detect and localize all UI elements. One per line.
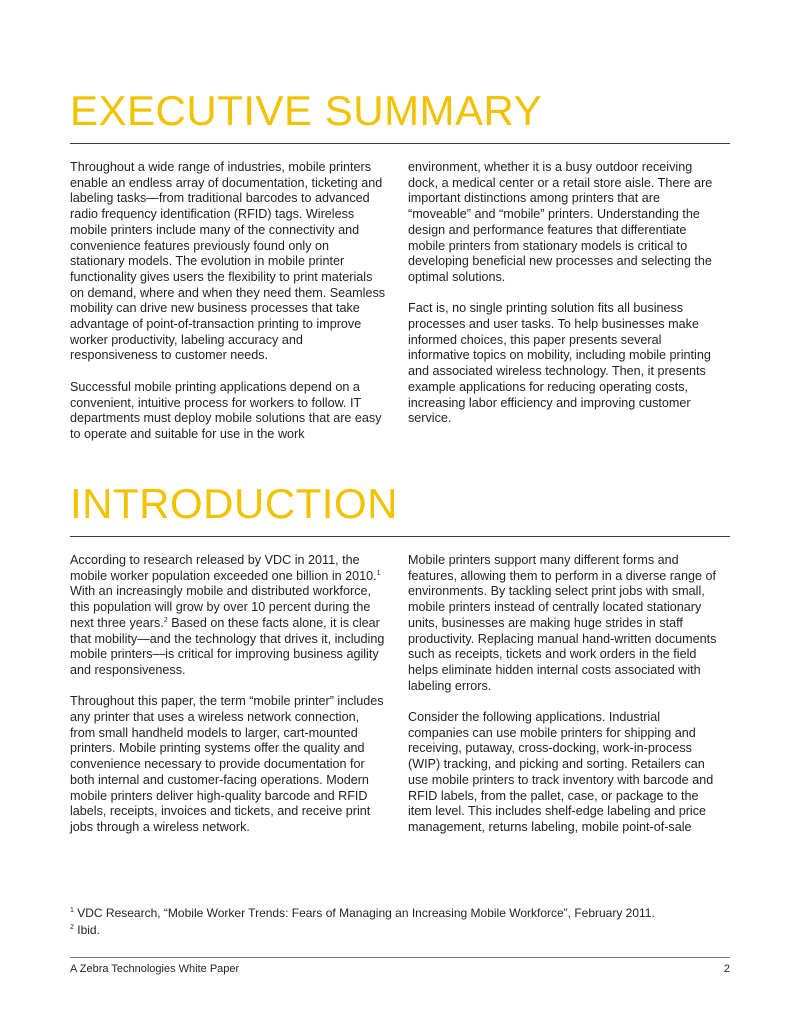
page-number: 2 — [723, 963, 730, 975]
paragraph: Successful mobile printing applications depend on a convenient, intuitive process for workers to follow. IT departments must deploy mobile solutions that are easy to operate and suitable for use in the work — [70, 379, 382, 441]
paragraph: Mobile printers support many different forms and features, allowing them to perform in a diverse range of environments. By tackling select print jobs with small, mobile printers instead of centrally located stationary units, businesses are making huge strides in staff productivity. Replacing manual hand-written documents such as receipts, tickets and work orders in the field helps eliminate hidden internal costs associated with labeling errors. — [408, 553, 717, 693]
document-page — [70, 0, 730, 1035]
footnotes — [70, 905, 730, 939]
paragraph: environment, whether it is a busy outdoor receiving dock, a medical center or a retail store aisle. There are important distinctions among printers that are “moveable” and “mobile” printers. Understanding the design and performance features that differentiate mobile printers from stationary models is critical to developing beneficial new processes and selecting the optimal solutions. — [408, 160, 713, 284]
footnote-mark: 2 — [70, 924, 74, 931]
introduction-right-column — [408, 553, 724, 836]
footnote — [70, 922, 730, 939]
footer-rule — [70, 957, 730, 958]
executive-summary-rule — [70, 143, 730, 144]
introduction-heading: INTRODUCTION — [70, 480, 398, 527]
footnote-ref: 1 — [376, 569, 381, 577]
footer-publication-label: A Zebra Technologies White Paper — [70, 963, 240, 975]
text-run: According to research released by VDC in 2011, the mobile worker population exceeded one billion in 2010. — [70, 553, 377, 583]
introduction-left-column — [70, 553, 386, 836]
paragraph: Consider the following applications. Industrial companies can use mobile printers for shipping and receiving, putaway, cross-docking, work-in-process (WIP) tracking, and picking and sorting. Retailers can use mobile printers to track inventory with barcode and RFID labels, from the pallet, case, or package to the item level. This includes shelf-edge labeling and price management, returns labeling, mobile point-of-sale — [408, 710, 714, 834]
paragraph: Fact is, no single printing solution fits all business processes and user tasks. To help businesses make informed choices, this paper presents several informative topics on mobility, including mobile printing and associated wireless technology. Then, it presents example applications for reducing operating costs, increasing labor efficiency and improving customer service. — [408, 301, 711, 426]
footnote-text: Ibid. — [73, 923, 100, 937]
footnote-ref: 2 — [163, 616, 168, 624]
executive-summary-left-column — [70, 160, 386, 443]
paragraph: Throughout this paper, the term “mobile printer” includes any printer that uses a wireless network connection, from small handheld models to larger, cart-mounted printers. Mobile printing systems offer the quality and convenience necessary to provide documentation for both internal and customer-facing operations. Modern mobile printers deliver high-quality barcode and RFID labels, receipts, invoices and tickets, and receive print jobs through a wireless network. — [70, 694, 384, 834]
footnote — [70, 905, 730, 922]
text-run: Based on these facts alone, it is clear that mobility—and the technology that drives it, including mobile printers—is critical for improving business agility and responsiveness. — [70, 615, 385, 677]
text-run: With an increasingly mobile and distributed workforce, this population will grow by over 10 percent during the next three years. — [70, 584, 371, 630]
footnote-mark: 1 — [70, 907, 74, 914]
footnote-text: VDC Research, “Mobile Worker Trends: Fears of Managing an Increasing Mobile Workforce”, February 2011. — [73, 906, 655, 920]
executive-summary-heading: EXECUTIVE SUMMARY — [70, 87, 543, 134]
executive-summary-right-column — [408, 160, 724, 427]
paragraph — [70, 553, 386, 679]
introduction-rule — [70, 536, 730, 537]
paragraph: Throughout a wide range of industries, mobile printers enable an endless array of documentation, ticketing and labeling tasks—from traditional barcodes to advanced radio frequency identification (RFID) tags. Wireless mobile printers include many of the connectivity and convenience features previously found only on stationary models. The evolution in mobile printer functionality gives users the flexibility to print materials on demand, where and when they need them. Seamless mobility can drive new business processes that take advantage of point-of-transaction printing to improve worker productivity, labeling accuracy and responsiveness to customer needs. — [70, 160, 386, 363]
